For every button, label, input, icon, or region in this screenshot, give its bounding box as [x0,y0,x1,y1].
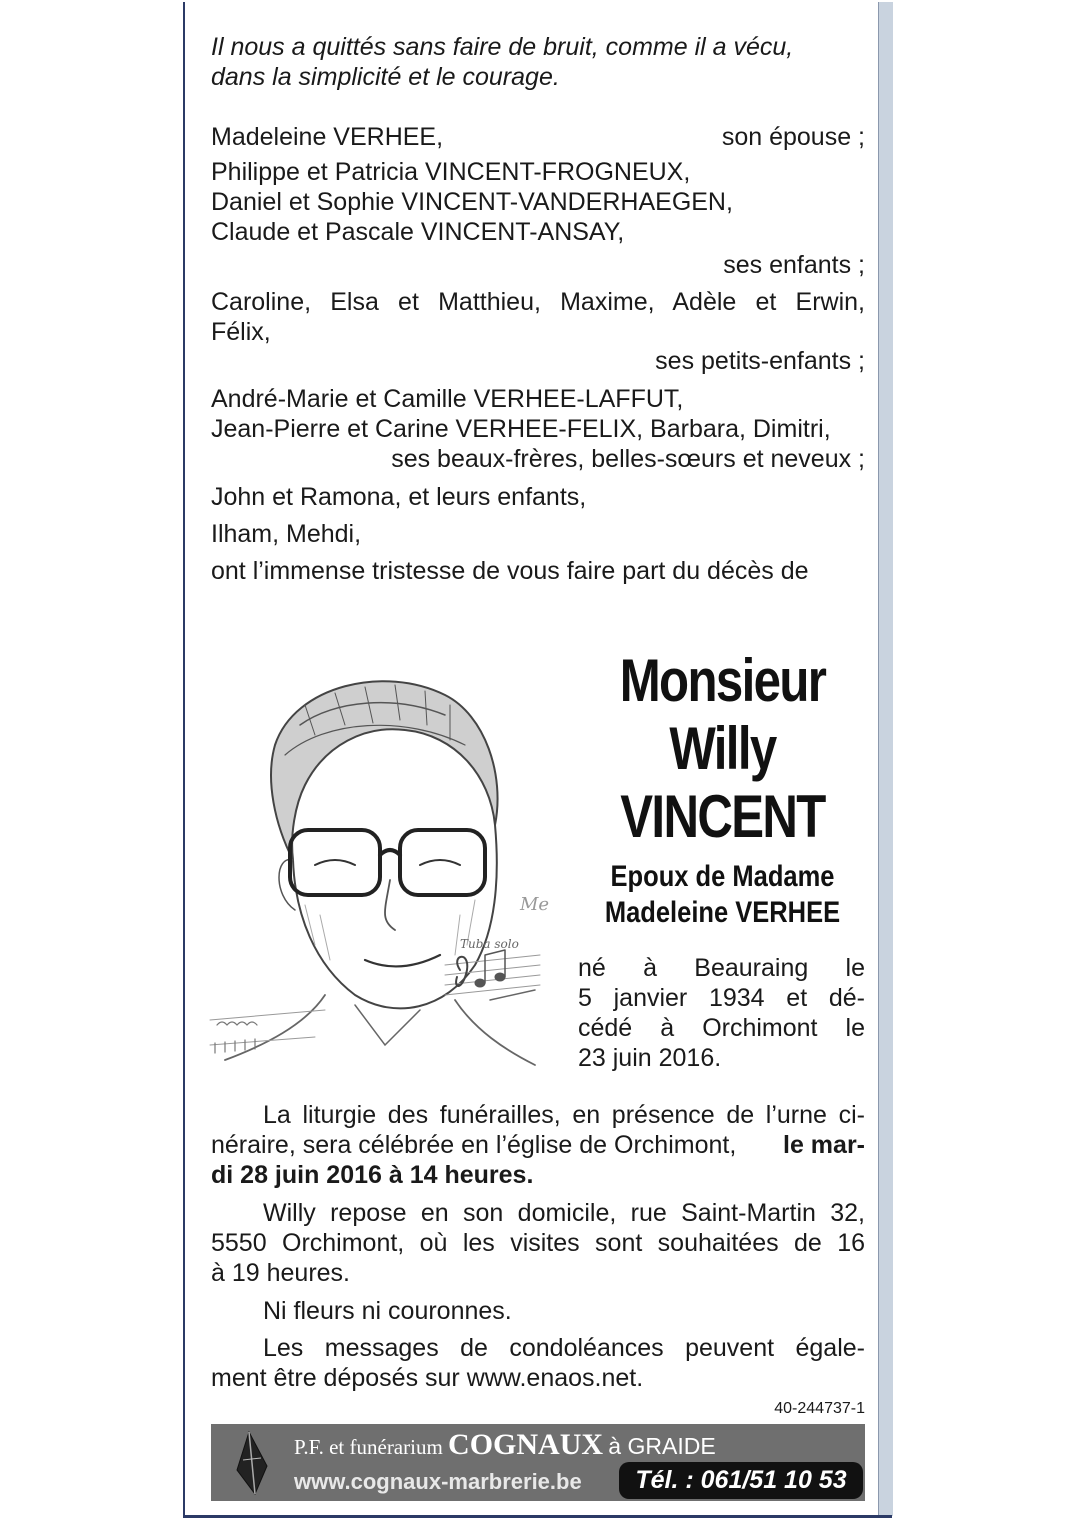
rest-line: 5550 Orchimont, où les visites sont souhaitées de 16 [211,1229,865,1257]
no-flowers: Ni fleurs ni couronnes. [263,1297,512,1325]
funeral-date-bold: di 28 juin 2016 à 14 heures. [211,1161,534,1189]
spouse-line-2: Madeleine VERHEE [604,896,841,929]
sheet-text-me: Me [520,894,550,915]
grandchildren-line: Caroline, Elsa et Matthieu, Maxime, Adèle et Erwin, [211,288,865,316]
condolence-line: ment être déposés sur www.enaos.net. [211,1364,644,1392]
funeral-home-logo [225,1430,273,1496]
condolence-line: Les messages de condoléances peuvent égale- [263,1334,865,1362]
inlaws-line: André-Marie et Camille VERHEE-LAFFUT, [211,385,684,413]
children-role: ses enfants ; [723,251,865,279]
dates-line: né à Beauraing le [578,954,865,982]
funeral-text: néraire, sera célébrée en l’église de Orchimont, [211,1131,737,1159]
grandchildren-role: ses petits-enfants ; [655,347,865,375]
funeral-date-bold: le mar- [783,1131,865,1159]
child-line: Philippe et Patricia VINCENT-FROGNEUX, [211,158,691,186]
deceased-last-name: VINCENT [620,783,825,850]
funeral-line [211,1130,865,1160]
funeral-home-brand: COGNAUX [448,1428,604,1461]
portrait-sketch [205,665,550,1090]
reference-number: 40-244737-1 [774,1400,865,1417]
others-line: John et Ramona, et leurs enfants, [211,483,587,511]
funeral-home-line [294,1428,716,1462]
funeral-home-phone[interactable]: Tél. : 061/51 10 53 [619,1462,863,1499]
rest-line: Willy repose en son domicile, rue Saint-Martin 32, [263,1199,865,1227]
announce-line: ont l’immense tristesse de vous faire part du décès de [211,557,809,585]
dates-line: cédé à Orchimont le [578,1014,865,1042]
grandchildren-line: Félix, [211,318,271,346]
frame-bottom-rule [183,1515,892,1518]
child-line: Daniel et Sophie VINCENT-VANDERHAEGEN, [211,188,733,216]
funeral-home-prefix: P.F. et funérarium [294,1435,443,1459]
intro-line-2: dans la simplicité et le courage. [211,63,560,91]
inlaws-line: Jean-Pierre et Carine VERHEE-FELIX, Barbara, Dimitri, [211,415,831,443]
sheet-text-tuba: Tuba solo [460,937,519,951]
dates-line: 23 juin 2016. [578,1044,722,1072]
inlaws-role: ses beaux-frères, belles-sœurs et neveux ; [391,445,865,473]
funeral-home-website[interactable]: www.cognaux-marbrerie.be [294,1469,582,1494]
rest-line: à 19 heures. [211,1259,350,1287]
dates-line: 5 janvier 1934 et dé- [578,984,865,1012]
spouse-line-1: Epoux de Madame [610,860,835,893]
funeral-line: La liturgie des funérailles, en présence de l’urne ci- [263,1101,865,1129]
deceased-title: Monsieur [619,647,826,714]
wife-name: Madeleine VERHEE, [211,123,444,151]
funeral-home-location: à GRAIDE [608,1433,716,1459]
intro-line-1: Il nous a quittés sans faire de bruit, comme il a vécu, [211,33,794,61]
others-line: Ilham, Mehdi, [211,520,362,548]
funeral-home-banner [211,1424,865,1501]
deceased-first-name: Willy [669,715,776,782]
child-line: Claude et Pascale VINCENT-ANSAY, [211,218,625,246]
column-rule [878,2,893,1516]
wife-role: son épouse ; [721,123,865,151]
